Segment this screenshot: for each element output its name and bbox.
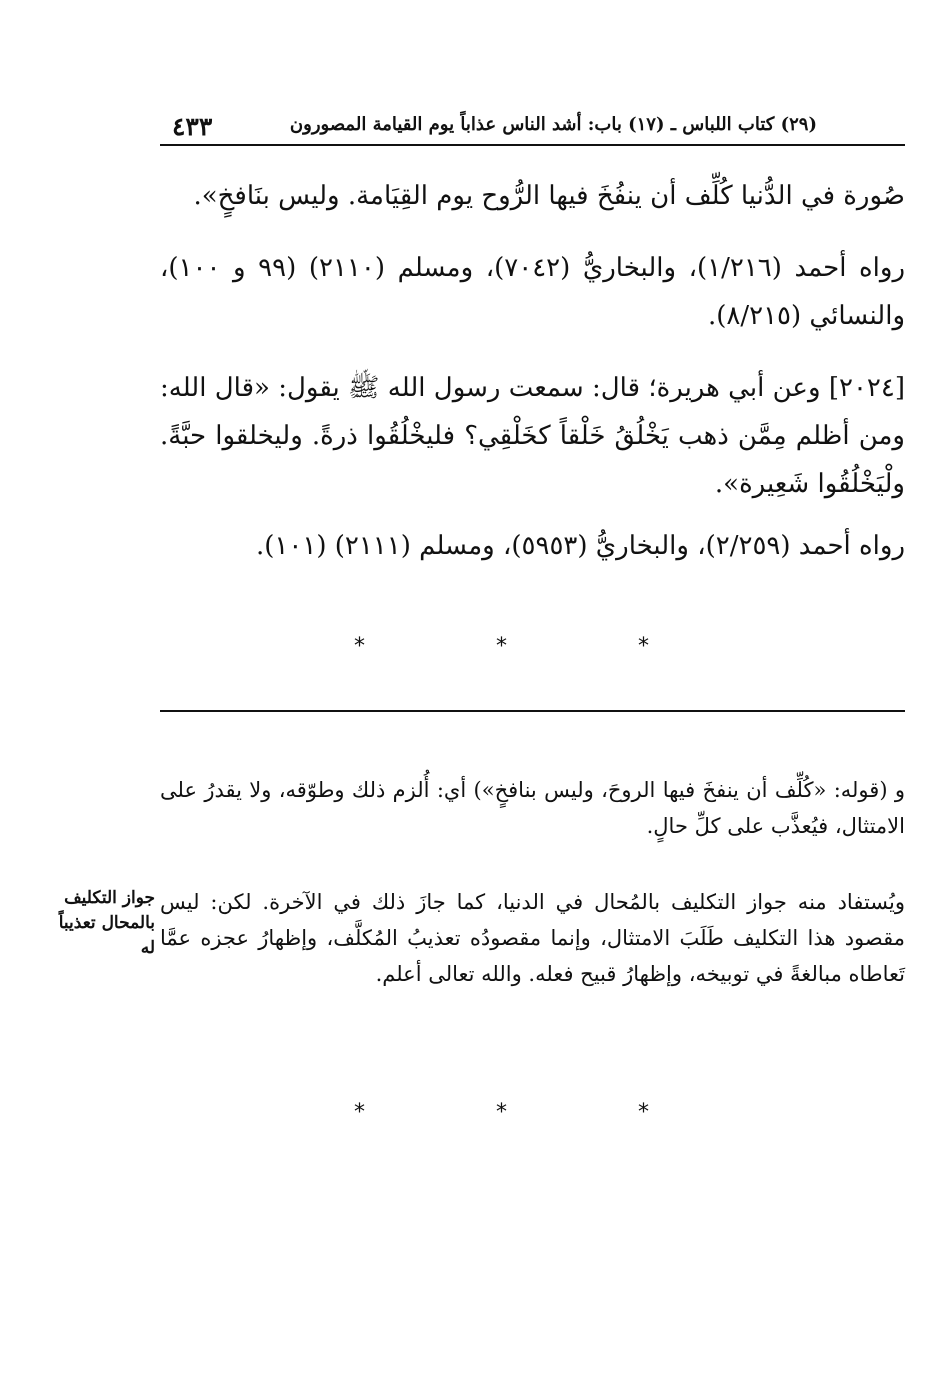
- hadith-text: وعن أبي هريرة؛ قال: سمعت رسول الله ﷺ يقول: «قال الله: ومن أظلم مِمَّن ذهب يَخْلُقُ خَلْقاً كخَلْقِي؟ فليخْلُقُوا ذرةً. وليخلقوا حبَّةً. ولْيَخْلُقُوا شَعِيرة».: [160, 373, 905, 499]
- page-number: ٤٣٣: [172, 112, 213, 141]
- margin-note: جواز التكليف بالمحال تعذيباً له: [58, 888, 155, 958]
- hadith-2024: [160, 364, 905, 508]
- hadith-reference-2: رواه أحمد (٢/٢٥٩)، والبخاريُّ (٥٩٥٣)، ومسلم (٢١١١) (١٠١).: [255, 531, 905, 561]
- footnote-divider: [160, 710, 905, 712]
- end-separator: * * *: [354, 1100, 711, 1125]
- hadith-ending: صُورة في الدُّنيا كُلِّف أن ينفُخَ فيها الرُّوح يوم القِيَامة. وليس بنَافخٍ».: [193, 181, 905, 211]
- commentary-paragraph-2: ويُستفاد منه جواز التكليف بالمُحال في الدنيا، كما جازَ ذلك في الآخرة. لكن: ليس مقصود هذا التكليف طَلَبَ الامتثال، وإنما مقصودُه تعذيبُ المُكلَّف، وإظهارُ عجزه عمَّا تَعاطاه مبالغةً في توبيخه، وإظهارُ قبيح فعله. والله تعالى أعلم.: [160, 890, 905, 986]
- running-title: (٢٩) كتاب اللباس ـ (١٧) باب: أشد الناس عذاباً يوم القيامة المصورون: [289, 114, 817, 135]
- commentary-paragraph-1: و (قوله: «كُلِّف أن ينفخَ فيها الروحَ، وليس بنافخٍ») أي: أُلزم ذلك وطوّقه، ولا يقدرُ على الامتثال، فيُعذَّب على كلِّ حالٍ.: [160, 778, 905, 838]
- hadith-reference-1: رواه أحمد (١/٢١٦)، والبخاريُّ (٧٠٤٢)، ومسلم (٢١١٠) (٩٩ و ١٠٠)، والنسائي (٨/٢١٥).: [160, 253, 905, 331]
- page-header: [160, 112, 905, 146]
- hadith-number: [٢٠٢٤]: [828, 373, 906, 403]
- section-separator: * * *: [354, 634, 711, 659]
